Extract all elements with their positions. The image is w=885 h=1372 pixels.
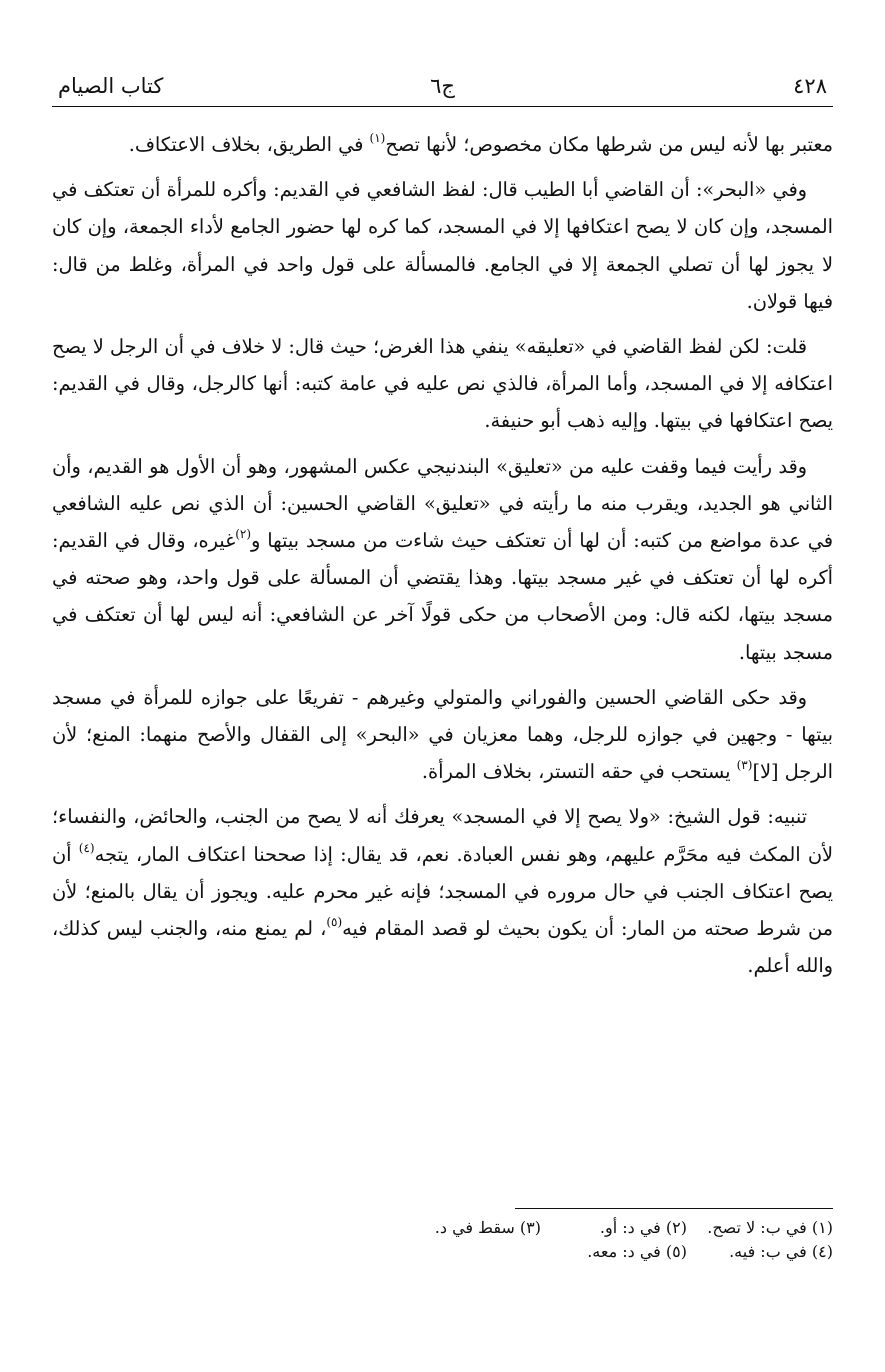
footnote-divider <box>515 1208 833 1209</box>
paragraph-5: وقد حكى القاضي الحسين والفوراني والمتولي وغيرهم - تفريعًا على جوازه للمرأة في مسجد بيتها - وجهين في جوازه للرجل، وهما معزيان في «البحر» إلى القفال والأصح منهما: المنع؛ لأن الرجل [لا]$^{(٣)}$ يستحب في حقه التستر، بخلاف المرأة. <box>52 685 833 784</box>
footnote-3: (٣) سقط في د. <box>434 1218 541 1237</box>
paragraph-6: تنبيه: قول الشيخ: «ولا يصح إلا في المسجد» يعرفك أنه لا يصح من الجنب، والحائض، والنفساء؛ لأن المكث فيه محَرَّم عليهم، وهو نفس العبادة. نعم، قد يقال: إذا صححنا اعتكاف المار، يتجه$^{(٤)}$ أن يصح اعتكاف الجنب في حال مروره في المسجد؛ فإنه غير محرم عليه. ويجوز أن يقال بالمنع؛ لأن من شرط صحته من المار: أن يكون بحيث لو قصد المقام فيه$^{(٥)}$، لم يمنع منه، والجنب ليس كذلك، والله أعلم. <box>52 805 833 978</box>
main-text <box>52 126 833 992</box>
footnote-ref-3: (٣) <box>736 758 753 773</box>
page-header <box>52 56 833 107</box>
footnotes <box>52 1216 833 1264</box>
footnote-ref-2: (٢) <box>235 527 252 542</box>
footnote-4: (٤) في ب: فيه. <box>729 1242 833 1261</box>
paragraph-2: وفي «البحر»: أن القاضي أبا الطيب قال: لفظ الشافعي في القديم: وأكره للمرأة أن تعتكف في المسجد، وإن كان لا يصح اعتكافها إلا في المسجد، كما كره لها حضور الجامع لأداء الجمعة، وإن كان لا يجوز لها أن تصلي الجمعة إلا في الجامع. فالمسألة على قول واحد في المرأة، وغلط من قال: فيها قولان. <box>52 178 833 313</box>
footnote-2: (٢) في د: أو. <box>599 1218 687 1237</box>
footnote-5: (٥) في د: معه. <box>587 1242 687 1261</box>
footnote-row <box>52 1216 833 1240</box>
footnote-1: (١) في ب: لا تصح. <box>707 1218 833 1237</box>
page-number: ٤٢٨ <box>793 74 827 98</box>
footnote-row <box>52 1240 833 1264</box>
footnote-ref-5: (٥) <box>326 915 343 930</box>
paragraph-3: قلت: لكن لفظ القاضي في «تعليقه» ينفي هذا الغرض؛ حيث قال: لا خلاف في أن الرجل لا يصح اعتكافه إلا في المسجد، وأما المرأة، فالذي نص عليه في عامة كتبه: أنها كالرجل، وقال في القديم: يصح اعتكافها في بيتها. وإليه ذهب أبو حنيفة. <box>52 335 833 433</box>
volume-label: ج٦ <box>430 74 455 98</box>
footnote-ref-1: (١) <box>369 131 386 145</box>
footnote-ref-4: (٤) <box>78 840 95 855</box>
paragraph-1: معتبر بها لأنه ليس من شرطها مكان مخصوص؛ لأنها تصح$^{(١)}$ في الطريق، بخلاف الاعتكاف. <box>128 131 833 156</box>
book-title: كتاب الصيام <box>58 74 164 98</box>
paragraph-4: وقد رأيت فيما وقفت عليه من «تعليق» البندنيجي عكس المشهور، وهو أن الأول هو القديم، وأن الثاني هو الجديد، ويقرب منه ما رأيته في «تعليق» القاضي الحسين: أن الذي نص عليه الشافعي في عدة مواضع من كتبه: أن لها أن تعتكف حيث شاءت من مسجد بيتها و$^{(٢)}$غيره، وقال في القديم: أكره لها أن تعتكف في غير مسجد بيتها. وهذا يقتضي أن المسألة على قول واحد، وهو صحته في مسجد بيتها، لكنه قال: ومن الأصحاب من حكى قولًا آخر عن الشافعي: أنه ليس لها أن تعتكف في مسجد بيتها. <box>52 454 833 664</box>
